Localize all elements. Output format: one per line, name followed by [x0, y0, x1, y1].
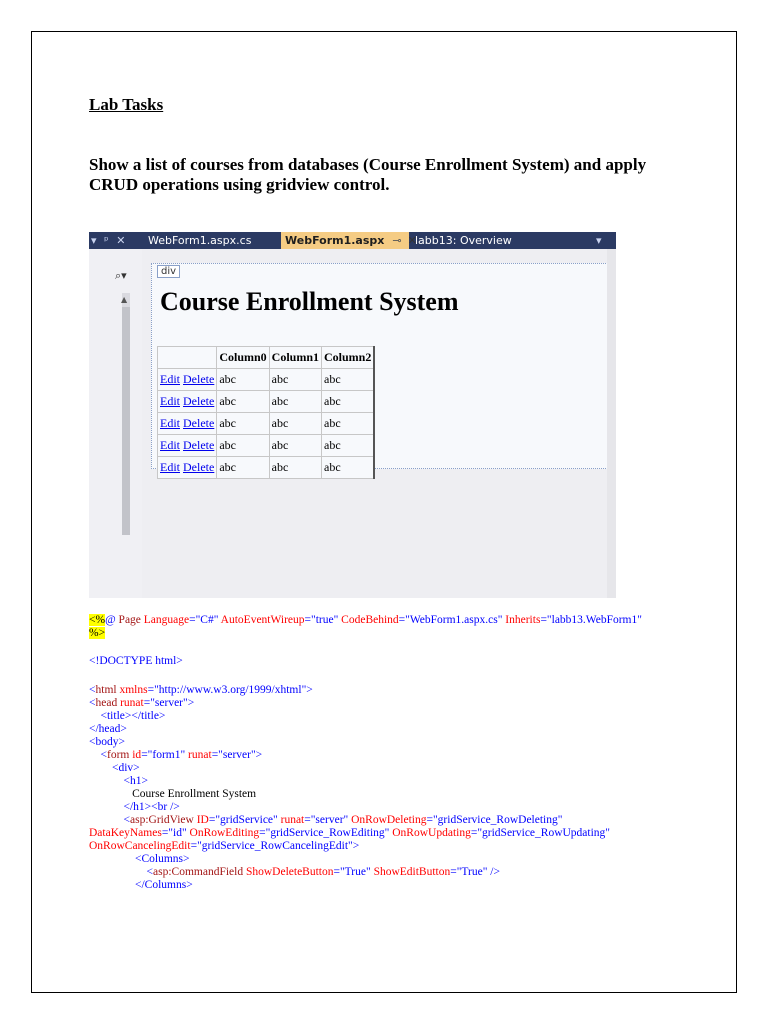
code-token: ="labb13.WebForm1"	[540, 614, 642, 626]
code-token: AutoEventWireup	[220, 614, 305, 626]
code-line-gridview-3	[89, 840, 359, 853]
code-token: Page	[118, 614, 144, 626]
code-token: html	[95, 684, 120, 696]
code-line-doctype: <!DOCTYPE html>	[89, 655, 183, 667]
code-token: OnRowDeleting	[351, 814, 427, 826]
grid-cell: abc	[217, 457, 269, 479]
grid-cell: abc	[269, 391, 321, 413]
code-token: <	[89, 684, 96, 696]
code-line-div: <div>	[89, 762, 140, 774]
code-token: ="true"	[304, 614, 342, 626]
grid-cell: abc	[269, 435, 321, 457]
code-token: ="gridService_RowEditing"	[259, 827, 393, 839]
scrollbar-thumb[interactable]	[122, 307, 130, 535]
code-line-columns-open: <Columns>	[89, 853, 190, 865]
code-line-form	[89, 749, 262, 762]
tab-overview[interactable]: labb13: Overview	[415, 234, 512, 247]
grid-cell: abc	[322, 413, 375, 435]
code-token: ="form1"	[141, 749, 189, 761]
code-token: ="True"	[333, 866, 374, 878]
code-line-h1-open: <h1>	[89, 775, 148, 787]
code-line-html	[89, 684, 313, 697]
grid-command-cell	[158, 435, 217, 457]
grid-cell: abc	[217, 391, 269, 413]
left-pane	[89, 249, 142, 598]
code-token: ="server"	[304, 814, 352, 826]
grid-cell: abc	[322, 457, 375, 479]
code-token: OnRowCancelingEdit	[89, 840, 191, 852]
code-line-title: <title></title>	[89, 710, 166, 722]
code-line-head-close: </head>	[89, 723, 127, 735]
close-icon[interactable]: ✕	[407, 234, 417, 247]
tab-webform-aspx[interactable]	[281, 232, 417, 249]
code-token: ="gridService_RowDeleting"	[426, 814, 563, 826]
grid-cell: abc	[269, 369, 321, 391]
code-line-commandfield	[89, 866, 500, 879]
grid-header-row	[158, 347, 375, 369]
code-token: <	[89, 749, 107, 761]
grid-header-cell: Column0	[217, 347, 269, 369]
delete-link[interactable]: Delete	[183, 460, 215, 474]
grid-cell: abc	[269, 413, 321, 435]
code-token: Language	[143, 614, 190, 626]
code-token: id	[132, 749, 142, 761]
code-token: ="C#"	[189, 614, 221, 626]
lab-tasks-heading: Lab Tasks	[89, 95, 164, 114]
code-token: ="server">	[143, 697, 195, 709]
design-surface[interactable]	[151, 263, 610, 474]
code-token: ="gridService_RowCancelingEdit">	[190, 840, 360, 852]
div-tag-label: div	[157, 265, 180, 278]
code-token: asp:GridView	[130, 814, 197, 826]
code-token: ="id"	[161, 827, 190, 839]
code-line-directive-close	[89, 627, 105, 640]
code-token: ="server">	[211, 749, 263, 761]
code-line-h1-close: </h1><br />	[89, 801, 180, 813]
code-token: DataKeyNames	[89, 827, 162, 839]
code-line-body: <body>	[89, 736, 125, 748]
table-row	[158, 457, 375, 479]
ide-screenshot	[89, 232, 616, 598]
directive-open: <%	[89, 614, 106, 626]
edit-link[interactable]: Edit	[160, 460, 180, 474]
design-page-heading: Course Enrollment System	[160, 287, 459, 316]
grid-cell: abc	[217, 413, 269, 435]
grid-command-cell	[158, 413, 217, 435]
code-token: @	[105, 614, 119, 626]
right-scroll-strip[interactable]	[607, 249, 616, 598]
table-row	[158, 391, 375, 413]
code-token: head	[95, 697, 121, 709]
grid-cell: abc	[217, 369, 269, 391]
code-token: ID	[196, 814, 209, 826]
code-line-page-directive	[89, 614, 642, 627]
table-row	[158, 435, 375, 457]
code-token: <	[89, 814, 130, 826]
grid-cell: abc	[217, 435, 269, 457]
code-token: Inherits	[505, 614, 541, 626]
edit-link[interactable]: Edit	[160, 416, 180, 430]
grid-cell: abc	[322, 391, 375, 413]
code-token: runat	[188, 749, 212, 761]
code-token: xmlns	[119, 684, 148, 696]
code-token: OnRowEditing	[189, 827, 260, 839]
tab-dropdown-icon[interactable]: ▾	[596, 234, 602, 247]
scroll-up-icon[interactable]: ▲	[121, 295, 128, 304]
code-token: ShowDeleteButton	[245, 866, 334, 878]
code-token: ="gridService"	[208, 814, 281, 826]
table-row	[158, 369, 375, 391]
edit-link[interactable]: Edit	[160, 438, 180, 452]
grid-command-cell	[158, 457, 217, 479]
code-line-h1-text: Course Enrollment System	[89, 788, 257, 800]
code-token: form	[107, 749, 133, 761]
design-view	[143, 249, 616, 598]
edit-link[interactable]: Edit	[160, 372, 180, 386]
tab-bar	[89, 232, 616, 249]
code-token: ="WebForm1.aspx.cs"	[398, 614, 506, 626]
delete-link[interactable]: Delete	[183, 438, 215, 452]
directive-close: %>	[89, 627, 106, 639]
code-token: <	[89, 866, 153, 878]
edit-link[interactable]: Edit	[160, 394, 180, 408]
code-token: runat	[280, 814, 305, 826]
code-token: ShowEditButton	[373, 866, 451, 878]
grid-header-cell	[158, 347, 217, 369]
grid-cell: abc	[322, 435, 375, 457]
code-line-gridview	[89, 814, 562, 827]
code-line-head	[89, 697, 194, 710]
grid-command-cell	[158, 369, 217, 391]
code-token: CodeBehind	[341, 614, 399, 626]
grid-cell: abc	[322, 369, 375, 391]
search-icon[interactable]: ⌕▾	[115, 269, 127, 282]
pane-controls[interactable]: ▾ ᵖ ✕	[91, 234, 128, 247]
grid-cell: abc	[269, 457, 321, 479]
table-row	[158, 413, 375, 435]
code-token: ="gridService_RowUpdating"	[470, 827, 611, 839]
tab-webform-cs[interactable]: WebForm1.aspx.cs	[148, 234, 252, 247]
code-token: OnRowUpdating	[392, 827, 471, 839]
code-token: <	[89, 697, 96, 709]
task-description: Show a list of courses from databases (Course Enrollment System) and apply CRUD operations using gridview control.	[89, 155, 647, 194]
delete-link[interactable]: Delete	[183, 416, 215, 430]
code-token: runat	[120, 697, 144, 709]
gridview-table	[157, 346, 375, 479]
code-token: asp:CommandField	[153, 866, 246, 878]
grid-header-cell: Column2	[322, 347, 375, 369]
delete-link[interactable]: Delete	[183, 394, 215, 408]
code-token: ="True" />	[450, 866, 500, 878]
grid-command-cell	[158, 391, 217, 413]
code-line-columns-close: </Columns>	[89, 879, 193, 891]
pin-icon[interactable]: ⊸	[392, 234, 402, 247]
grid-header-cell: Column1	[269, 347, 321, 369]
code-token: ="http://www.w3.org/1999/xhtml">	[147, 684, 313, 696]
tab-webform-aspx-label: WebForm1.aspx	[285, 234, 385, 247]
code-line-gridview-2	[89, 827, 610, 840]
delete-link[interactable]: Delete	[183, 372, 215, 386]
